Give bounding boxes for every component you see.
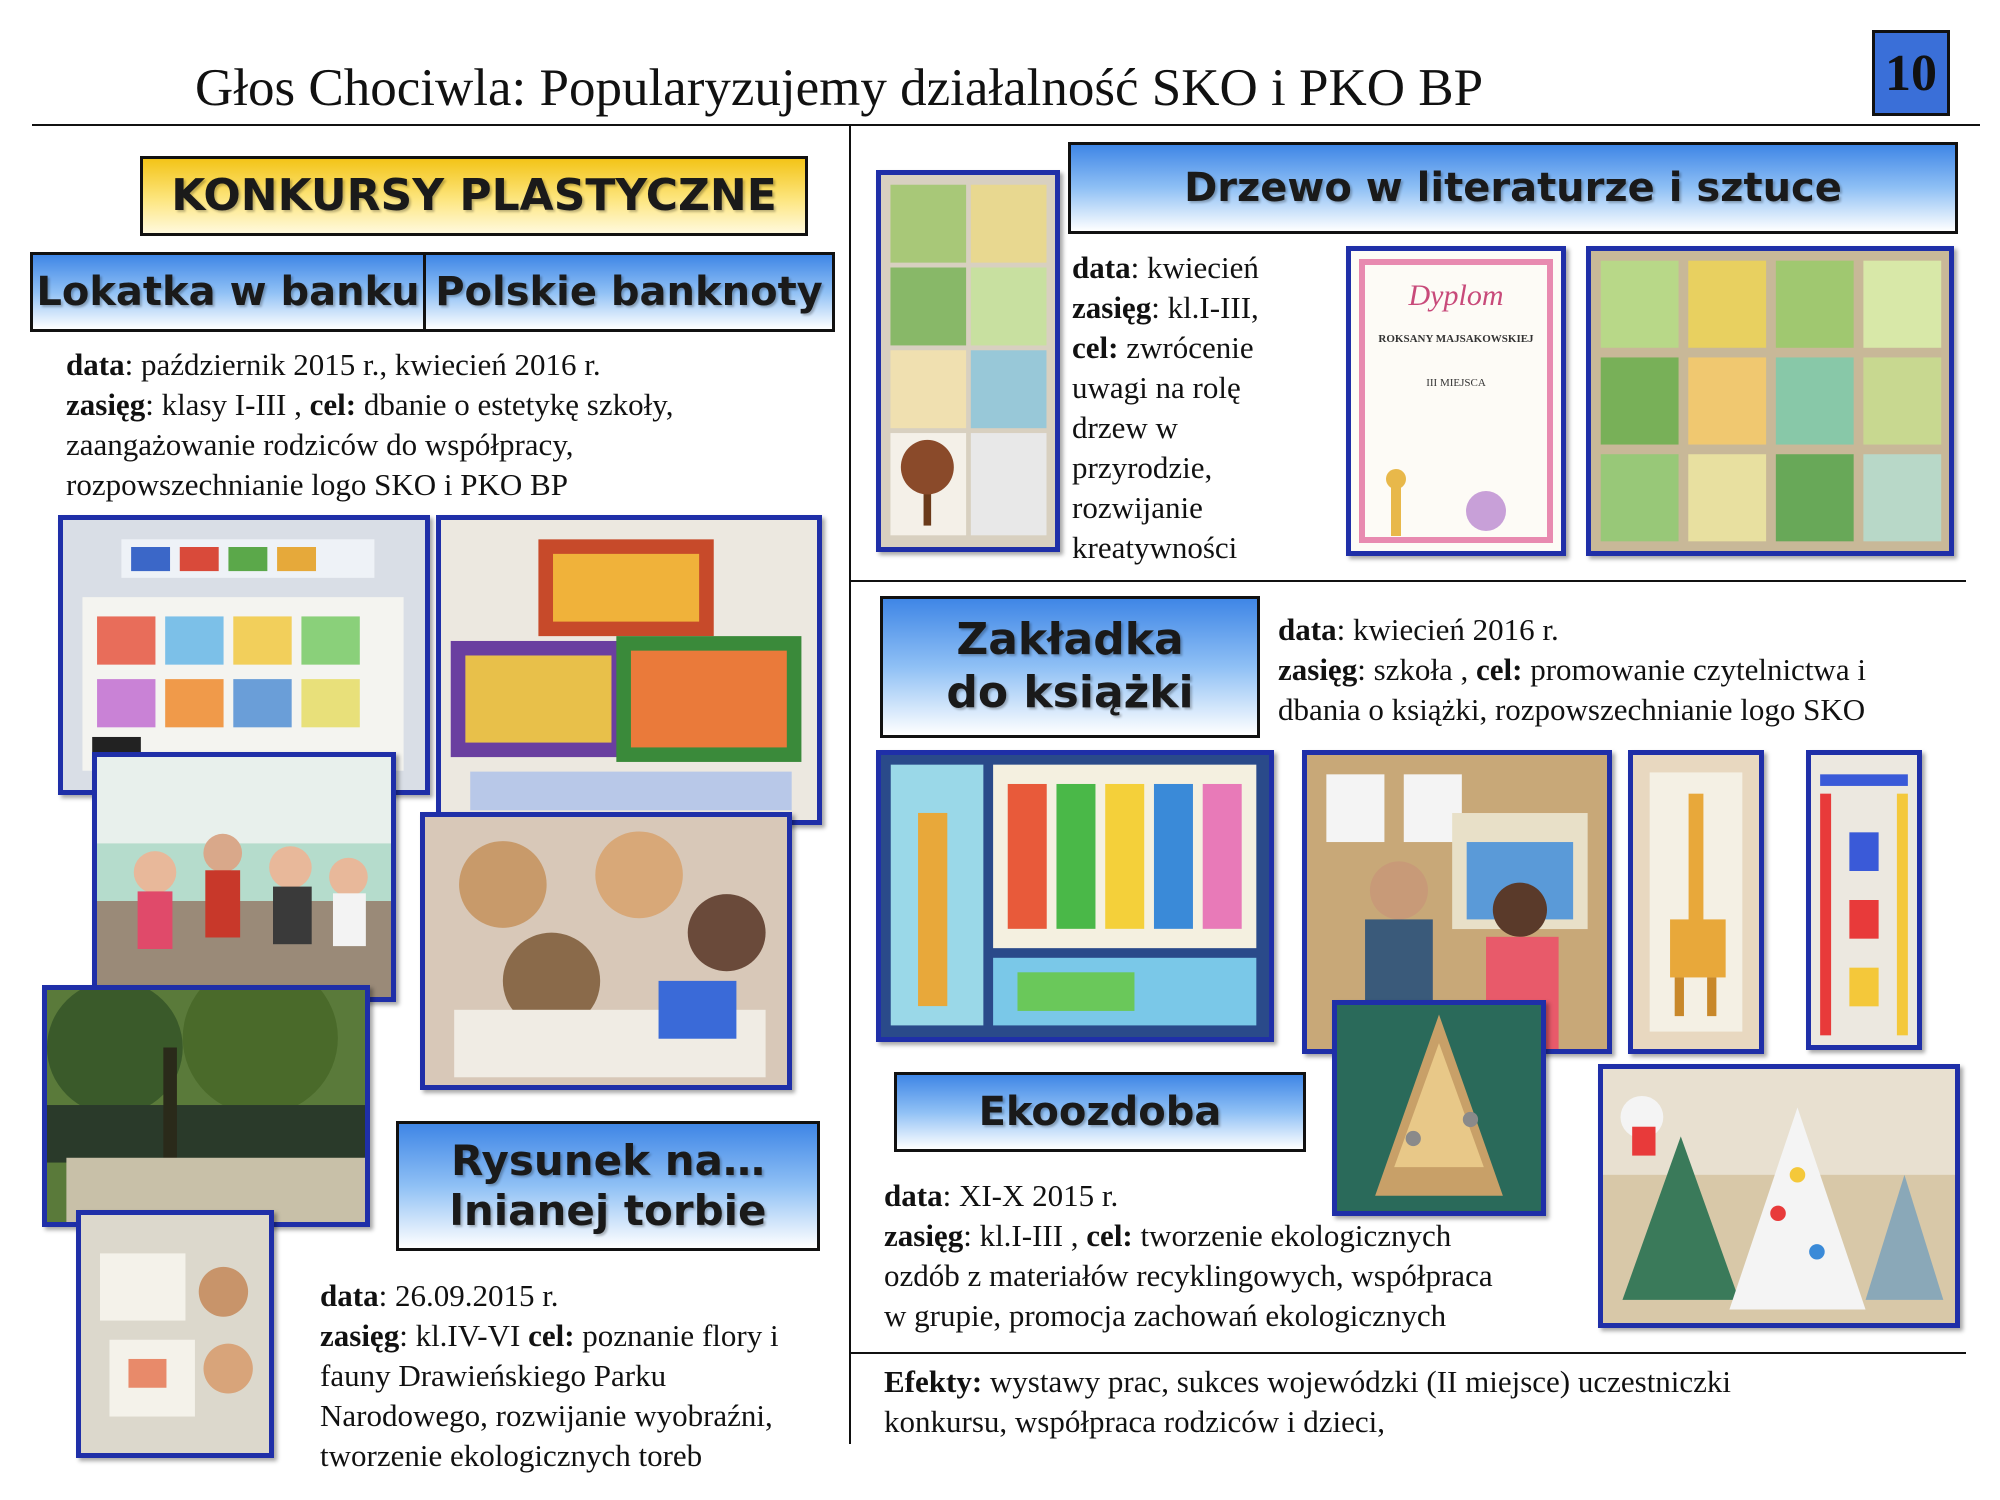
photo-tree-drawings-wall bbox=[876, 170, 1060, 552]
photo-bookmarks-board bbox=[876, 750, 1274, 1042]
cel-label: cel: bbox=[528, 1318, 575, 1353]
ekoozdoba-header: Ekoozdoba bbox=[894, 1072, 1306, 1152]
efekty-summary bbox=[884, 1362, 1964, 1442]
data-value: : kwiecień 2016 r. bbox=[1336, 612, 1559, 647]
info-line: dbania o książki, rozpowszechnianie logo SKO bbox=[1278, 692, 1866, 727]
header-divider bbox=[32, 124, 1980, 126]
ekoozdoba-info bbox=[884, 1176, 1584, 1336]
data-label: data bbox=[884, 1178, 943, 1213]
zasieg-label: zasięg bbox=[1072, 290, 1152, 325]
zasieg-value: : klasy I-III , bbox=[145, 387, 310, 422]
page-title: Głos Chociwla: Popularyzujemy działalność SKO i PKO BP bbox=[195, 59, 1484, 117]
cel-value: zwrócenie bbox=[1118, 330, 1254, 365]
rysunek-info bbox=[320, 1276, 840, 1476]
cel-value: promowanie czytelnictwa i bbox=[1522, 652, 1866, 687]
info-line: rozwijanie bbox=[1072, 490, 1203, 525]
data-value: : kwiecień bbox=[1130, 250, 1259, 285]
info-line: drzew w bbox=[1072, 410, 1178, 445]
zasieg-label: zasięg bbox=[1278, 652, 1358, 687]
info-line: Narodowego, rozwijanie wyobraźni, bbox=[320, 1398, 773, 1433]
data-label: data bbox=[1072, 250, 1131, 285]
right-divider-top bbox=[851, 580, 1966, 582]
efekty-value: wystawy prac, sukces wojewódzki (II miejsce) uczestniczki bbox=[982, 1364, 1732, 1399]
info-line: fauny Drawieńskiego Parku bbox=[320, 1358, 667, 1393]
info-line: tworzenie ekologicznych toreb bbox=[320, 1438, 703, 1473]
photo-banknote-art bbox=[436, 515, 822, 825]
info-line: uwagi na rolę bbox=[1072, 370, 1241, 405]
zakladka-info bbox=[1278, 610, 1978, 730]
info-line: ozdób z materiałów recyklingowych, współpraca bbox=[884, 1258, 1493, 1293]
zasieg-label: zasięg bbox=[884, 1218, 964, 1253]
cel-value: dbanie o estetykę szkoły, bbox=[356, 387, 674, 422]
photo-painting-bags bbox=[76, 1210, 274, 1458]
section-title-konkursy: KONKURSY PLASTYCZNE bbox=[140, 156, 808, 236]
data-label: data bbox=[1278, 612, 1337, 647]
info-line: kreatywności bbox=[1072, 530, 1238, 565]
info-line: rozpowszechnianie logo SKO i PKO BP bbox=[66, 467, 568, 502]
photo-diploma bbox=[1346, 246, 1566, 556]
cel-value: tworzenie ekologicznych bbox=[1132, 1218, 1452, 1253]
column-divider bbox=[849, 124, 851, 1444]
efekty-label: Efekty: bbox=[884, 1364, 983, 1399]
cel-value: poznanie flory i bbox=[574, 1318, 779, 1353]
rysunek-title-line2: lnianej torbie bbox=[449, 1186, 767, 1235]
zasieg-value: : szkoła , bbox=[1357, 652, 1477, 687]
drzewo-info bbox=[1072, 248, 1352, 568]
diploma-name: ROKSANY MAJSAKOWSKIEJ bbox=[1378, 333, 1534, 345]
page-number: 10 bbox=[1872, 30, 1950, 116]
rysunek-title-line1: Rysunek na… bbox=[451, 1135, 765, 1185]
zakladka-title-line1: Zakładka bbox=[956, 614, 1184, 666]
photo-children-classroom bbox=[92, 752, 396, 1002]
zasieg-value: : kl.I-III , bbox=[963, 1218, 1087, 1253]
cel-label: cel: bbox=[309, 387, 357, 422]
data-label: data bbox=[320, 1278, 379, 1313]
efekty-line: konkursu, współpraca rodziców i dzieci, bbox=[884, 1404, 1386, 1439]
cel-label: cel: bbox=[1086, 1218, 1133, 1253]
drzewo-header: Drzewo w literaturze i sztuce bbox=[1068, 142, 1958, 234]
zasieg-value: : kl.IV-VI bbox=[399, 1318, 529, 1353]
photo-park-forest bbox=[42, 985, 370, 1227]
contest-banknoty-header: Polskie banknoty bbox=[423, 252, 835, 332]
zakladka-title-line2: do książki bbox=[946, 667, 1194, 718]
cel-label: cel: bbox=[1072, 330, 1119, 365]
diploma-place: III MIEJSCA bbox=[1426, 377, 1486, 389]
zakladka-header bbox=[880, 596, 1260, 738]
contest-info bbox=[66, 345, 826, 505]
data-value: : XI-X 2015 r. bbox=[942, 1178, 1119, 1213]
right-divider-bottom bbox=[851, 1352, 1966, 1354]
diploma-heading: Dyplom bbox=[1408, 279, 1504, 312]
zasieg-label: zasięg bbox=[66, 387, 146, 422]
zasieg-value: : kl.I-III, bbox=[1151, 290, 1259, 325]
photo-eco-christmas-trees bbox=[1598, 1064, 1960, 1328]
photo-tree-paintings bbox=[1586, 246, 1954, 556]
contest-lokatka-header: Lokatka w banku bbox=[30, 252, 426, 332]
photo-children-drawing bbox=[420, 812, 792, 1090]
data-value: : październik 2015 r., kwiecień 2016 r. bbox=[124, 347, 601, 382]
photo-giraffe-bookmark bbox=[1628, 750, 1764, 1054]
info-line: przyrodzie, bbox=[1072, 450, 1213, 485]
data-value: : 26.09.2015 r. bbox=[378, 1278, 559, 1313]
photo-sko-bookmark bbox=[1806, 750, 1922, 1050]
info-line: zaangażowanie rodziców do współpracy, bbox=[66, 427, 574, 462]
zasieg-label: zasięg bbox=[320, 1318, 400, 1353]
info-line: w grupie, promocja zachowań ekologicznych bbox=[884, 1298, 1447, 1333]
diploma-decoration-icon bbox=[1381, 461, 1531, 541]
rysunek-header bbox=[396, 1121, 820, 1251]
cel-label: cel: bbox=[1476, 652, 1523, 687]
data-label: data bbox=[66, 347, 125, 382]
